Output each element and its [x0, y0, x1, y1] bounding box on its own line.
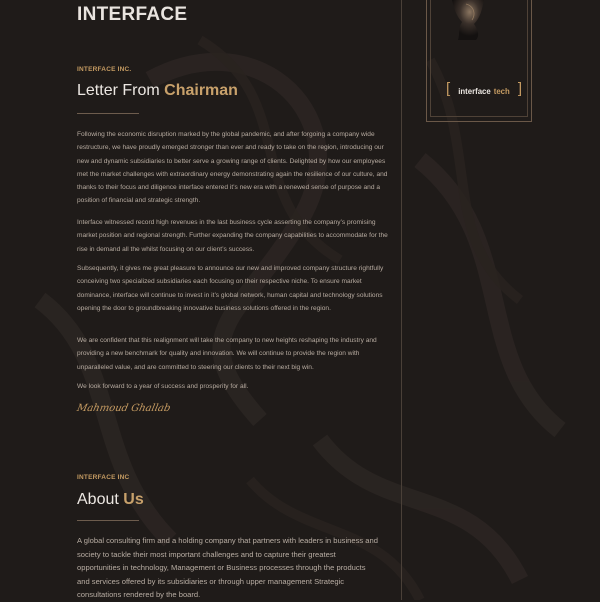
chairman-heading-rule: [77, 113, 139, 114]
chairman-heading: [77, 82, 238, 100]
about-heading: [77, 491, 144, 509]
chairman-paragraph-3: Subsequently, it gives me great pleasure to announce our new and improved company structure rightfully conceiving two specialized subsidiaries each focusing on their respective niche. To ensure market dominance, interface will continue to invest in it’s global network, human capital and technology solutions opening the door to groundbreaking innovative business solutions offered in the region.: [77, 265, 384, 312]
chairman-eyebrow: INTERFACE INC.: [77, 66, 132, 73]
chairman-heading-plain: Letter From: [77, 82, 165, 99]
about-heading-rule: [77, 520, 139, 521]
bracket-right: ]: [517, 80, 522, 97]
bust-silhouette-icon: [444, 0, 492, 40]
brand-main: interface: [458, 86, 491, 96]
about-heading-plain: About: [77, 491, 124, 508]
bracket-left: [: [446, 80, 451, 97]
brand-logo: [447, 82, 521, 100]
chairman-paragraph-1: Following the economic disruption marked by the global pandemic, and after forgoing a company wide restructure, we have proudly emerged stronger than ever and ready to take on the region, introducing our new and dynamic subsidiaries to better serve a growing range of clients. Delighted by how our employees met the market challenges with extraordinary energy demonstrating again the resilience of our culture, and thanks to their focus and diligence interface entered it’s new era with a renewed sense of purpose and a position of financial and strategic strength.: [77, 131, 388, 205]
about-heading-accent: Us: [123, 491, 144, 508]
chairman-heading-accent: Chairman: [164, 82, 238, 99]
brand-accent: tech: [493, 86, 510, 96]
chairman-paragraph-4: We are confident that this realignment will take the company to new heights reshaping the industry and providing a new benchmark for quality and innovation. We will continue to provide the region with unparalleled value, and are committed to steering our clients to their next big win.: [77, 337, 377, 371]
vertical-divider: [401, 0, 402, 600]
chairman-signature: Mahmoud Ghallab: [75, 403, 172, 414]
about-eyebrow: INTERFACE INC: [77, 474, 130, 481]
about-paragraph: A global consulting firm and a holding company that partners with leaders in business and society to tackle their most important challenges and to capture their greatest opportunities in technology, Management or Business processes through the products and services offered by its subsidiaries or through upper management Strategic consultations rendered by the board.: [77, 536, 378, 600]
chairman-paragraph-2: Interface witnessed record high revenues in the last business cycle asserting the company’s promising market position and regional strength. Further expanding the company capabilities to accommodate for the rise in demand all the whilst focusing on our client’s success.: [77, 219, 388, 253]
page-title: INTERFACE: [77, 4, 188, 25]
chairman-paragraph-5: We look forward to a year of success and prosperity for all.: [77, 383, 249, 390]
